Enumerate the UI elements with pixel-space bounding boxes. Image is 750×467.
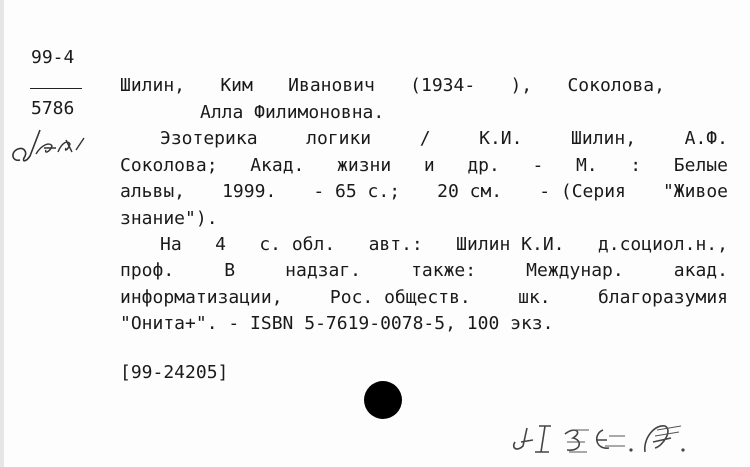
word: К.И. [479, 128, 523, 149]
word: Соколова, [567, 75, 665, 96]
card-line-9 [120, 285, 728, 312]
word: др. [467, 155, 500, 176]
word: Иванович [288, 75, 375, 96]
word: д.социол.н., [597, 234, 728, 255]
word: с. обл. [259, 234, 336, 255]
card-line-10 [120, 311, 553, 338]
card-edge [0, 0, 4, 467]
card-line-7 [160, 232, 728, 259]
call-number-divider [30, 88, 82, 89]
word: В [224, 260, 236, 281]
word: На [160, 234, 182, 255]
word: знание"). [120, 208, 218, 229]
word: и [423, 155, 435, 176]
card-line-2 [200, 100, 384, 127]
word: 20 см. [437, 181, 503, 202]
card-line-5 [120, 179, 728, 206]
word: информатизации, [120, 287, 283, 308]
word: Междунар. [526, 260, 624, 281]
word: 4 [215, 234, 226, 255]
card-line-3 [160, 126, 728, 153]
word: - (Серия [539, 181, 626, 202]
word: Соколова; [120, 155, 218, 176]
handwritten-shelf-mark [505, 412, 695, 460]
word: "Живое [662, 181, 728, 202]
word: : [630, 155, 642, 176]
handwritten-mark [6, 122, 96, 170]
accession-number: 5786 [31, 98, 75, 119]
card-line-4 [120, 153, 728, 180]
card-line-1 [120, 73, 665, 100]
word: 1999. [222, 181, 277, 202]
word: Рос. обществ. [329, 287, 471, 308]
word: шк. [518, 287, 551, 308]
word: также: [411, 260, 477, 281]
word: ), [510, 75, 533, 96]
call-number: 99-4 [31, 47, 75, 68]
card-record-number [120, 360, 228, 387]
word: Шилин, [571, 128, 637, 149]
word: (1934- [410, 75, 476, 96]
word: акад. [673, 260, 728, 281]
word: надзаг. [285, 260, 362, 281]
word: - [532, 155, 544, 176]
word: логики [306, 128, 372, 149]
word: Эзотерика [160, 128, 258, 149]
word: - 65 с.; [313, 181, 401, 202]
word: Ким [220, 75, 253, 96]
word: Акад. [250, 155, 305, 176]
word: / [419, 128, 431, 149]
word: [99-24205] [120, 362, 229, 383]
word: М. [575, 155, 598, 176]
card-line-6 [120, 206, 218, 233]
word: Шилин К.И. [456, 234, 565, 255]
word: А.Ф. [684, 128, 728, 149]
word: альвы, [120, 181, 186, 202]
word: "Онита+". - ISBN 5-7619-0078-5, 100 экз. [120, 313, 554, 334]
punch-hole [364, 381, 402, 419]
word: жизни [337, 155, 392, 176]
word: авт.: [368, 234, 423, 255]
word: Шилин, [120, 75, 186, 96]
word: благоразумия [597, 287, 728, 308]
word: проф. [120, 260, 175, 281]
card-line-8 [120, 258, 728, 285]
word: Белые [673, 155, 728, 176]
word: Алла Филимоновна. [200, 102, 385, 123]
